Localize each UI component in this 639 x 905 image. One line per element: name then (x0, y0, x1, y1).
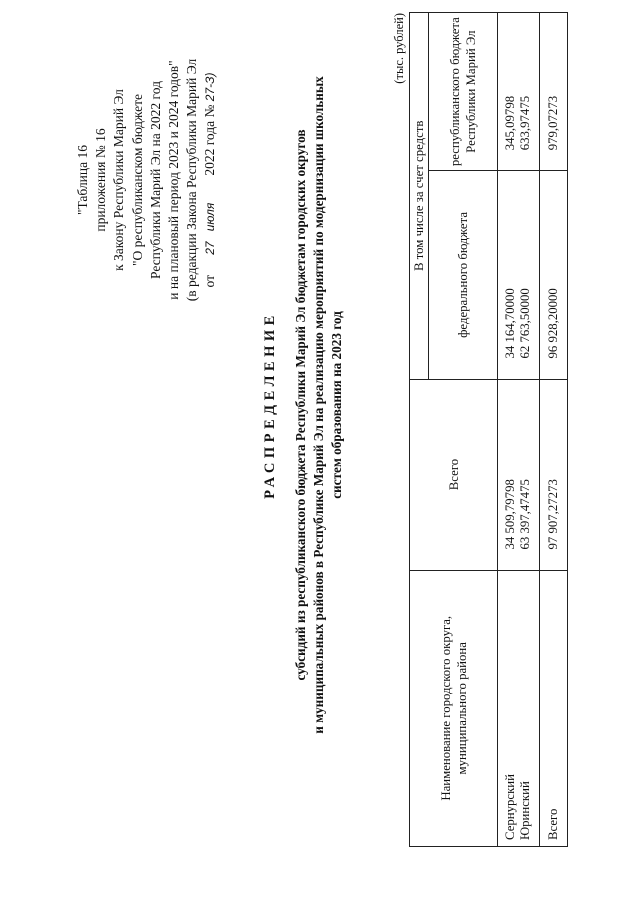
header-line: приложения № 16 (93, 128, 109, 232)
cell-federal: 62 763,50000 (518, 171, 540, 379)
date-year: 2022 года № (202, 104, 218, 176)
document-title (262, 5, 346, 805)
header-line: и на плановый период 2023 и 2024 годов" (166, 60, 182, 300)
table-row (498, 13, 519, 847)
header-line: к Закону Республики Марий Эл (111, 89, 127, 271)
col-header-federal: федерального бюджета (429, 171, 498, 379)
header-line: "О республиканском бюджете (129, 94, 145, 267)
law-number: 27-З) (203, 72, 218, 102)
cell-name: Всего (540, 570, 568, 846)
title-line: и муниципальных районов в Республике Марий Эл на реализацию мероприятий по модернизации школьных (311, 76, 326, 734)
cell-federal: 34 164,70000 (498, 171, 519, 379)
title-line: субсидий из республиканского бюджета Республики Марий Эл бюджетам городских округов (293, 129, 308, 681)
cell-name: Юринский (518, 570, 540, 846)
cell-republic: 345,09798 (498, 13, 519, 171)
date-day: 27 (203, 241, 218, 255)
distribution-table (409, 12, 568, 847)
col-header-republic: республиканского бюджета Республики Марий Эл (429, 13, 498, 171)
date-month: июля (203, 202, 218, 232)
date-prefix: от (202, 275, 218, 288)
header-date-line (201, 10, 219, 350)
col-header-group: В том числе за счет средств (410, 13, 429, 380)
title-line: систем образования на 2023 год (329, 311, 344, 499)
header-line: (в редакции Закона Республики Марий Эл (184, 58, 200, 302)
cell-republic: 979,07273 (540, 13, 568, 171)
cell-total: 34 509,79798 (498, 379, 519, 570)
header-block (74, 10, 220, 350)
cell-republic: 633,97475 (518, 13, 540, 171)
cell-total: 63 397,47475 (518, 379, 540, 570)
col-header-name: Наименование городского округа, муниципального района (410, 570, 498, 846)
table-total-row (540, 13, 568, 847)
cell-federal: 96 928,20000 (540, 171, 568, 379)
cell-name: Сернурский (498, 570, 519, 846)
header-line: Республики Марий Эл на 2022 год (147, 81, 163, 279)
cell-total: 97 907,27273 (540, 379, 568, 570)
header-line: "Таблица 16 (75, 145, 90, 215)
table-row (518, 13, 540, 847)
title-main: РАСПРЕДЕЛЕНИЕ (262, 311, 278, 499)
col-header-total: Всего (410, 379, 498, 570)
unit-label: (тыс. рублей) (392, 13, 406, 84)
